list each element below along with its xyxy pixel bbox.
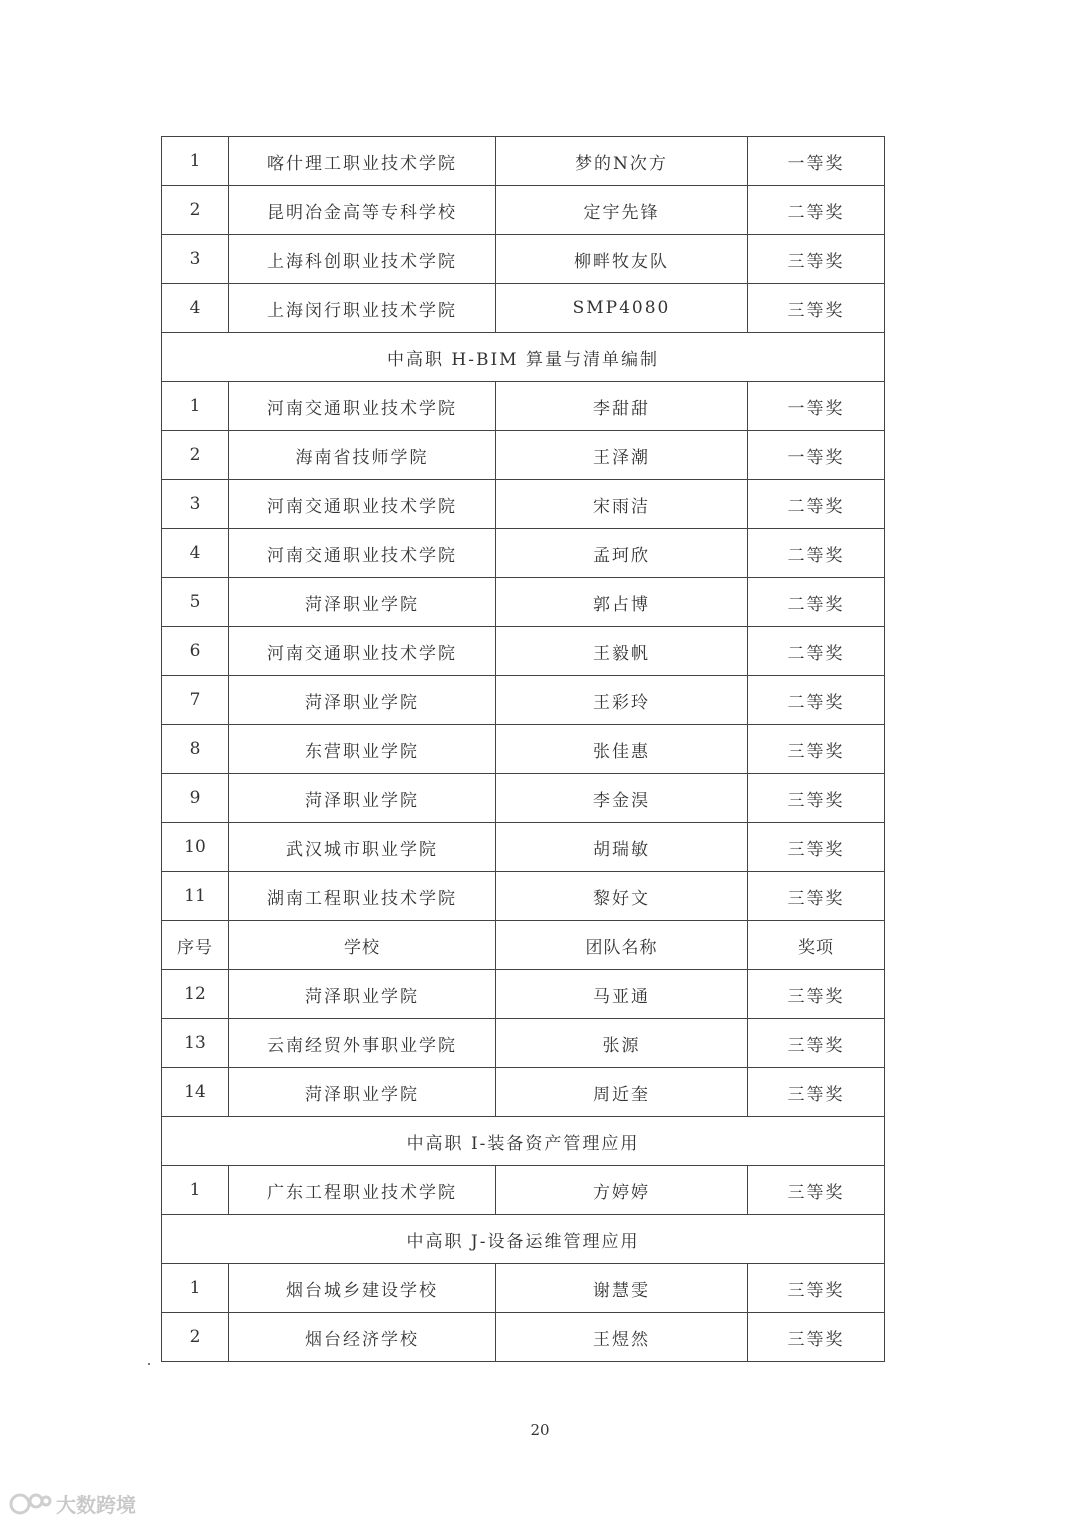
table-row	[162, 137, 885, 186]
cell-index: 2	[162, 186, 229, 235]
cell-team: 柳畔牧友队	[496, 235, 748, 284]
cell-team: 定宇先锋	[496, 186, 748, 235]
cell-index: 8	[162, 725, 229, 774]
cell-index: 12	[162, 970, 229, 1019]
cell-award: 三等奖	[748, 1264, 885, 1313]
table-row	[162, 284, 885, 333]
cell-award: 二等奖	[748, 186, 885, 235]
cell-team: 王煜然	[496, 1313, 748, 1362]
cell-index: 13	[162, 1019, 229, 1068]
table-row	[162, 529, 885, 578]
table-row	[162, 823, 885, 872]
cell-index: 3	[162, 480, 229, 529]
table-row	[162, 382, 885, 431]
cell-team: 谢慧雯	[496, 1264, 748, 1313]
cell-school: 河南交通职业技术学院	[229, 480, 496, 529]
award-table	[161, 136, 885, 1362]
cell-team: 孟珂欣	[496, 529, 748, 578]
cell-index: 3	[162, 235, 229, 284]
cell-index: 4	[162, 529, 229, 578]
cell-index: 2	[162, 1313, 229, 1362]
cell-award: 三等奖	[748, 970, 885, 1019]
table-row	[162, 872, 885, 921]
cell-award: 一等奖	[748, 431, 885, 480]
cell-index: 序号	[162, 921, 229, 970]
cell-school: 上海科创职业技术学院	[229, 235, 496, 284]
cell-team: 梦的N次方	[496, 137, 748, 186]
cell-school: 湖南工程职业技术学院	[229, 872, 496, 921]
table-row	[162, 578, 885, 627]
table-row	[162, 1313, 885, 1362]
cell-award: 三等奖	[748, 1166, 885, 1215]
cell-school: 广东工程职业技术学院	[229, 1166, 496, 1215]
table-row	[162, 431, 885, 480]
cell-team: 宋雨洁	[496, 480, 748, 529]
cell-index: 9	[162, 774, 229, 823]
page-number: 20	[530, 1421, 550, 1439]
cell-school: 菏泽职业学院	[229, 970, 496, 1019]
brand-logo-icon	[8, 1491, 52, 1517]
cell-team: 马亚通	[496, 970, 748, 1019]
cell-school: 河南交通职业技术学院	[229, 382, 496, 431]
cell-index: 1	[162, 1264, 229, 1313]
cell-school: 菏泽职业学院	[229, 578, 496, 627]
cell-school: 喀什理工职业技术学院	[229, 137, 496, 186]
cell-team: 黎好文	[496, 872, 748, 921]
cell-school: 烟台经济学校	[229, 1313, 496, 1362]
cell-index: 7	[162, 676, 229, 725]
cell-award: 三等奖	[748, 1019, 885, 1068]
cell-index: 1	[162, 137, 229, 186]
scan-dot	[148, 1363, 150, 1365]
section-title: 中高职 J-设备运维管理应用	[162, 1215, 885, 1264]
table-row	[162, 627, 885, 676]
table-row	[162, 676, 885, 725]
cell-award: 三等奖	[748, 1313, 885, 1362]
table-row	[162, 186, 885, 235]
cell-school: 昆明冶金高等专科学校	[229, 186, 496, 235]
cell-school: 菏泽职业学院	[229, 1068, 496, 1117]
cell-team: 团队名称	[496, 921, 748, 970]
table-row	[162, 1019, 885, 1068]
cell-team: 李金淏	[496, 774, 748, 823]
award-table-body	[162, 137, 885, 1362]
watermark	[8, 1489, 136, 1518]
cell-award: 三等奖	[748, 725, 885, 774]
cell-index: 1	[162, 1166, 229, 1215]
table-row	[162, 1068, 885, 1117]
table-row	[162, 235, 885, 284]
cell-team: 张佳惠	[496, 725, 748, 774]
section-title: 中高职 I-装备资产管理应用	[162, 1117, 885, 1166]
section-title-row	[162, 1215, 885, 1264]
cell-school: 上海闵行职业技术学院	[229, 284, 496, 333]
cell-award: 二等奖	[748, 676, 885, 725]
table-row	[162, 1166, 885, 1215]
section-title-row	[162, 333, 885, 382]
cell-school: 河南交通职业技术学院	[229, 529, 496, 578]
cell-award: 三等奖	[748, 823, 885, 872]
cell-award: 三等奖	[748, 284, 885, 333]
cell-school: 海南省技师学院	[229, 431, 496, 480]
cell-award: 奖项	[748, 921, 885, 970]
cell-award: 二等奖	[748, 529, 885, 578]
cell-team: 王毅帆	[496, 627, 748, 676]
table-row	[162, 480, 885, 529]
cell-team: 方婷婷	[496, 1166, 748, 1215]
cell-school: 学校	[229, 921, 496, 970]
cell-school: 菏泽职业学院	[229, 774, 496, 823]
cell-award: 三等奖	[748, 872, 885, 921]
cell-index: 10	[162, 823, 229, 872]
cell-team: 张源	[496, 1019, 748, 1068]
cell-award: 二等奖	[748, 480, 885, 529]
table-row	[162, 774, 885, 823]
cell-team: 郭占博	[496, 578, 748, 627]
cell-school: 东营职业学院	[229, 725, 496, 774]
cell-index: 14	[162, 1068, 229, 1117]
cell-school: 武汉城市职业学院	[229, 823, 496, 872]
cell-award: 二等奖	[748, 578, 885, 627]
cell-index: 1	[162, 382, 229, 431]
cell-team: SMP4080	[496, 284, 748, 333]
table-header-row	[162, 921, 885, 970]
cell-team: 王泽潮	[496, 431, 748, 480]
cell-award: 三等奖	[748, 235, 885, 284]
cell-team: 王彩玲	[496, 676, 748, 725]
cell-team: 李甜甜	[496, 382, 748, 431]
table-row	[162, 725, 885, 774]
cell-award: 三等奖	[748, 774, 885, 823]
cell-team: 胡瑞敏	[496, 823, 748, 872]
watermark-text: 大数跨境	[56, 1493, 136, 1517]
cell-school: 菏泽职业学院	[229, 676, 496, 725]
cell-index: 6	[162, 627, 229, 676]
table-row	[162, 1264, 885, 1313]
cell-school: 云南经贸外事职业学院	[229, 1019, 496, 1068]
cell-index: 5	[162, 578, 229, 627]
table-row	[162, 970, 885, 1019]
cell-award: 一等奖	[748, 382, 885, 431]
cell-school: 烟台城乡建设学校	[229, 1264, 496, 1313]
cell-index: 2	[162, 431, 229, 480]
section-title: 中高职 H-BIM 算量与清单编制	[162, 333, 885, 382]
cell-school: 河南交通职业技术学院	[229, 627, 496, 676]
cell-team: 周近奎	[496, 1068, 748, 1117]
cell-award: 一等奖	[748, 137, 885, 186]
cell-index: 11	[162, 872, 229, 921]
cell-award: 二等奖	[748, 627, 885, 676]
cell-index: 4	[162, 284, 229, 333]
cell-award: 三等奖	[748, 1068, 885, 1117]
section-title-row	[162, 1117, 885, 1166]
